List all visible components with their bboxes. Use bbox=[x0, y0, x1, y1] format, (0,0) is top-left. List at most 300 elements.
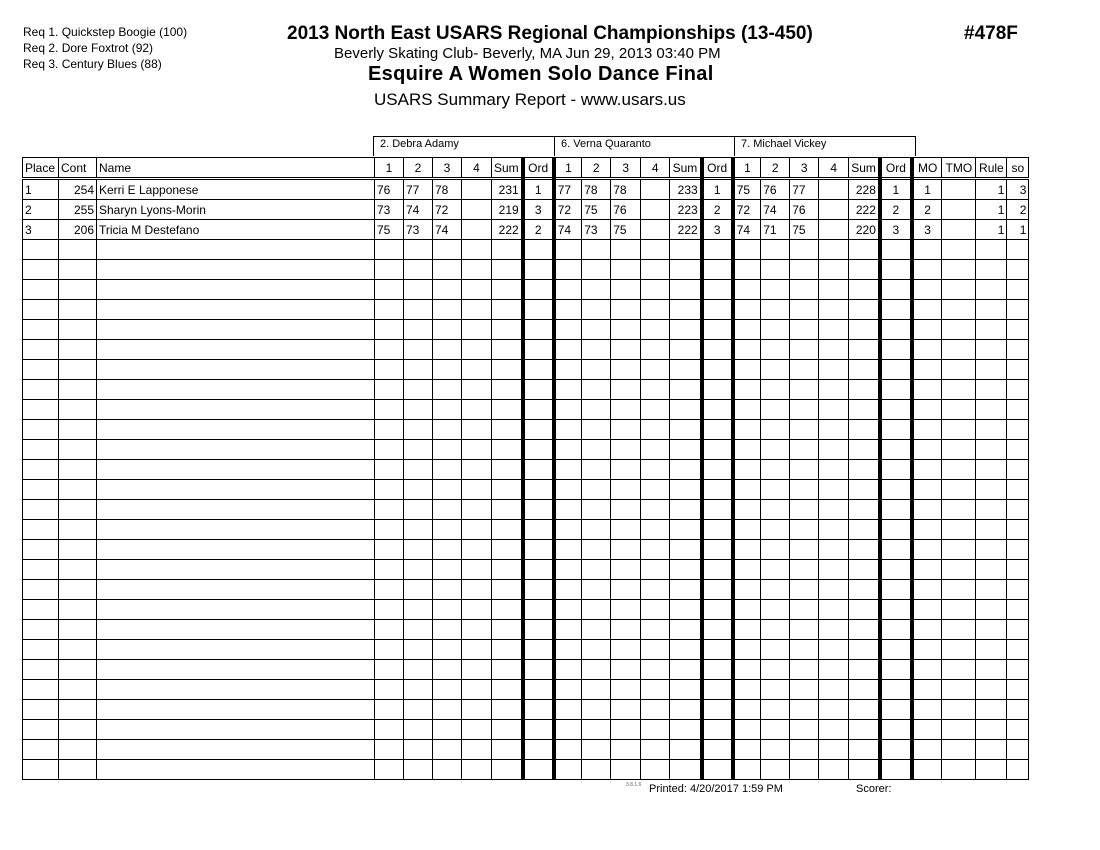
score-3-cell bbox=[433, 600, 462, 620]
score-2-cell: 74 bbox=[761, 200, 790, 220]
score-2-cell bbox=[404, 540, 433, 560]
place-cell bbox=[23, 480, 59, 500]
score-4-cell bbox=[641, 720, 670, 740]
ordinal-cell bbox=[702, 400, 733, 420]
score-4-cell bbox=[641, 760, 670, 780]
score-1-cell bbox=[733, 540, 761, 560]
rule-cell bbox=[976, 440, 1007, 460]
score-3-cell: 76 bbox=[790, 200, 819, 220]
score-2-cell bbox=[582, 460, 611, 480]
score-4-cell bbox=[819, 220, 849, 240]
score-1-cell bbox=[375, 400, 404, 420]
score-4-cell bbox=[462, 560, 492, 580]
score-2-cell bbox=[761, 300, 790, 320]
ordinal-cell bbox=[702, 280, 733, 300]
ordinal-cell bbox=[880, 520, 912, 540]
score-4-cell bbox=[641, 580, 670, 600]
mo-cell bbox=[912, 480, 942, 500]
score-1-cell bbox=[375, 760, 404, 780]
score-4-cell bbox=[819, 560, 849, 580]
score-4-cell bbox=[641, 480, 670, 500]
place-cell bbox=[23, 340, 59, 360]
mo-cell bbox=[912, 460, 942, 480]
score-4-cell bbox=[819, 420, 849, 440]
empty-row bbox=[23, 400, 1029, 420]
sum-cell bbox=[849, 320, 880, 340]
requirement-1: Req 1. Quickstep Boogie (100) bbox=[23, 25, 188, 39]
sum-cell bbox=[849, 360, 880, 380]
empty-row bbox=[23, 540, 1029, 560]
score-4-cell bbox=[462, 440, 492, 460]
score-2-cell: 76 bbox=[761, 179, 790, 200]
score-4-cell bbox=[819, 179, 849, 200]
score-4-cell bbox=[462, 179, 492, 200]
place-cell bbox=[23, 660, 59, 680]
mo-cell bbox=[912, 740, 942, 760]
cont-cell bbox=[59, 360, 97, 380]
rule-cell bbox=[976, 680, 1007, 700]
sum-cell bbox=[849, 540, 880, 560]
score-4-cell bbox=[641, 640, 670, 660]
score-1-cell: 77 bbox=[554, 179, 582, 200]
judge-header-2: 6. Verna Quaranto bbox=[554, 136, 735, 156]
score-1-cell bbox=[554, 480, 582, 500]
so-cell bbox=[1007, 480, 1029, 500]
place-cell bbox=[23, 260, 59, 280]
mo-cell bbox=[912, 500, 942, 520]
score-1-cell bbox=[554, 280, 582, 300]
so-cell bbox=[1007, 440, 1029, 460]
tmo-cell bbox=[942, 460, 976, 480]
score-2-cell bbox=[582, 660, 611, 680]
score-3-cell bbox=[433, 340, 462, 360]
sum-cell: 228 bbox=[849, 179, 880, 200]
score-2-cell bbox=[404, 660, 433, 680]
ordinal-cell bbox=[702, 580, 733, 600]
sum-cell bbox=[492, 280, 523, 300]
score-3-cell bbox=[790, 540, 819, 560]
mo-cell bbox=[912, 260, 942, 280]
so-cell bbox=[1007, 740, 1029, 760]
score-1-cell: 76 bbox=[375, 179, 404, 200]
sum-cell bbox=[849, 560, 880, 580]
score-3-cell bbox=[611, 420, 641, 440]
ordinal-cell bbox=[702, 460, 733, 480]
score-1-cell bbox=[733, 500, 761, 520]
score-2-cell: 78 bbox=[582, 179, 611, 200]
sum-cell bbox=[492, 600, 523, 620]
score-1-cell bbox=[554, 460, 582, 480]
score-3-cell bbox=[790, 460, 819, 480]
ordinal-cell bbox=[523, 700, 554, 720]
ordinal-cell: 3 bbox=[702, 220, 733, 240]
sum-cell bbox=[670, 500, 702, 520]
mo-cell bbox=[912, 640, 942, 660]
score-1-cell bbox=[375, 640, 404, 660]
score-1-cell bbox=[375, 740, 404, 760]
score-3-cell bbox=[433, 500, 462, 520]
col-name: Name bbox=[97, 158, 375, 179]
sum-cell: 222 bbox=[849, 200, 880, 220]
sum-cell bbox=[849, 340, 880, 360]
col-j3-4: 4 bbox=[819, 158, 849, 179]
ordinal-cell bbox=[523, 340, 554, 360]
score-3-cell bbox=[433, 660, 462, 680]
col-j1-1: 1 bbox=[375, 158, 404, 179]
score-1-cell bbox=[375, 580, 404, 600]
tmo-cell bbox=[942, 440, 976, 460]
score-1-cell bbox=[733, 240, 761, 260]
score-2-cell bbox=[404, 320, 433, 340]
score-4-cell bbox=[462, 320, 492, 340]
score-2-cell bbox=[404, 520, 433, 540]
ordinal-cell bbox=[880, 280, 912, 300]
score-1-cell bbox=[554, 520, 582, 540]
cont-cell bbox=[59, 340, 97, 360]
score-2-cell bbox=[761, 500, 790, 520]
ordinal-cell bbox=[702, 240, 733, 260]
judge-header-1: 2. Debra Adamy bbox=[373, 136, 555, 156]
score-3-cell bbox=[790, 480, 819, 500]
score-1-cell bbox=[375, 680, 404, 700]
rule-cell bbox=[976, 300, 1007, 320]
score-1-cell bbox=[375, 620, 404, 640]
mo-cell bbox=[912, 760, 942, 780]
score-1-cell bbox=[554, 420, 582, 440]
sum-cell bbox=[492, 540, 523, 560]
score-2-cell bbox=[582, 280, 611, 300]
score-2-cell bbox=[761, 360, 790, 380]
venue-datetime: Beverly Skating Club- Beverly, MA Jun 29, 2013 03:40 PM bbox=[334, 45, 721, 62]
sum-cell bbox=[670, 580, 702, 600]
sum-cell bbox=[849, 480, 880, 500]
ordinal-cell bbox=[702, 540, 733, 560]
so-cell bbox=[1007, 580, 1029, 600]
rule-cell bbox=[976, 760, 1007, 780]
rule-cell bbox=[976, 400, 1007, 420]
name-cell bbox=[97, 680, 375, 700]
score-4-cell bbox=[641, 280, 670, 300]
score-1-cell bbox=[554, 600, 582, 620]
name-cell bbox=[97, 760, 375, 780]
sum-cell bbox=[849, 740, 880, 760]
sum-cell bbox=[670, 700, 702, 720]
competition-title: 2013 North East USARS Regional Championships (13-450) bbox=[287, 23, 813, 44]
score-3-cell bbox=[790, 500, 819, 520]
sum-cell bbox=[670, 760, 702, 780]
score-3-cell bbox=[433, 700, 462, 720]
rule-cell bbox=[976, 640, 1007, 660]
score-2-cell bbox=[404, 560, 433, 580]
tmo-cell bbox=[942, 700, 976, 720]
cont-cell bbox=[59, 420, 97, 440]
sum-cell bbox=[849, 720, 880, 740]
score-1-cell bbox=[733, 460, 761, 480]
score-3-cell bbox=[611, 500, 641, 520]
score-2-cell: 71 bbox=[761, 220, 790, 240]
score-4-cell bbox=[462, 700, 492, 720]
score-4-cell bbox=[462, 760, 492, 780]
place-cell bbox=[23, 740, 59, 760]
name-cell bbox=[97, 500, 375, 520]
score-1-cell bbox=[554, 360, 582, 380]
name-cell: Kerri E Lapponese bbox=[97, 179, 375, 200]
tmo-cell bbox=[942, 380, 976, 400]
place-cell bbox=[23, 720, 59, 740]
sum-cell bbox=[492, 340, 523, 360]
mo-cell bbox=[912, 520, 942, 540]
cont-cell bbox=[59, 400, 97, 420]
score-2-cell bbox=[761, 520, 790, 540]
tmo-cell bbox=[942, 340, 976, 360]
col-place: Place bbox=[23, 158, 59, 179]
tmo-cell bbox=[942, 680, 976, 700]
score-4-cell bbox=[819, 340, 849, 360]
sum-cell bbox=[849, 500, 880, 520]
score-3-cell bbox=[611, 280, 641, 300]
ordinal-cell bbox=[880, 600, 912, 620]
rule-cell bbox=[976, 460, 1007, 480]
so-cell bbox=[1007, 300, 1029, 320]
sum-cell bbox=[670, 280, 702, 300]
ordinal-cell bbox=[702, 340, 733, 360]
score-2-cell: 73 bbox=[582, 220, 611, 240]
so-cell bbox=[1007, 720, 1029, 740]
col-j2-ord: Ord bbox=[702, 158, 733, 179]
cont-cell bbox=[59, 320, 97, 340]
ordinal-cell bbox=[702, 640, 733, 660]
score-1-cell: 75 bbox=[375, 220, 404, 240]
sum-cell bbox=[492, 720, 523, 740]
score-3-cell bbox=[611, 740, 641, 760]
ordinal-cell bbox=[702, 720, 733, 740]
rule-cell bbox=[976, 740, 1007, 760]
score-2-cell bbox=[404, 240, 433, 260]
score-4-cell bbox=[819, 380, 849, 400]
ordinal-cell bbox=[702, 560, 733, 580]
so-cell bbox=[1007, 600, 1029, 620]
score-3-cell bbox=[790, 740, 819, 760]
score-4-cell bbox=[462, 500, 492, 520]
sum-cell bbox=[492, 320, 523, 340]
score-3-cell bbox=[790, 760, 819, 780]
score-3-cell bbox=[433, 360, 462, 380]
sum-cell bbox=[849, 300, 880, 320]
score-4-cell bbox=[641, 620, 670, 640]
score-1-cell bbox=[733, 720, 761, 740]
tmo-cell bbox=[942, 620, 976, 640]
score-4-cell bbox=[819, 240, 849, 260]
score-3-cell bbox=[433, 480, 462, 500]
sum-cell bbox=[849, 580, 880, 600]
score-4-cell bbox=[819, 680, 849, 700]
score-2-cell bbox=[404, 600, 433, 620]
mo-cell bbox=[912, 360, 942, 380]
score-2-cell bbox=[582, 420, 611, 440]
rule-cell bbox=[976, 380, 1007, 400]
score-2-cell bbox=[404, 260, 433, 280]
ordinal-cell bbox=[702, 660, 733, 680]
so-cell bbox=[1007, 340, 1029, 360]
score-3-cell bbox=[433, 280, 462, 300]
result-row bbox=[23, 220, 1029, 240]
result-row bbox=[23, 179, 1029, 200]
score-1-cell bbox=[733, 440, 761, 460]
tmo-cell bbox=[942, 240, 976, 260]
score-1-cell bbox=[554, 440, 582, 460]
sum-cell bbox=[670, 380, 702, 400]
ordinal-cell bbox=[880, 540, 912, 560]
score-1-cell bbox=[554, 620, 582, 640]
sum-cell: 231 bbox=[492, 179, 523, 200]
score-2-cell bbox=[582, 600, 611, 620]
score-3-cell bbox=[790, 660, 819, 680]
event-number: #478F bbox=[964, 23, 1018, 44]
score-4-cell bbox=[819, 740, 849, 760]
score-3-cell bbox=[790, 520, 819, 540]
sum-cell bbox=[849, 520, 880, 540]
rule-cell bbox=[976, 500, 1007, 520]
ordinal-cell bbox=[523, 460, 554, 480]
score-4-cell bbox=[462, 540, 492, 560]
so-cell bbox=[1007, 380, 1029, 400]
score-3-cell bbox=[611, 720, 641, 740]
score-1-cell bbox=[554, 380, 582, 400]
empty-row bbox=[23, 240, 1029, 260]
sum-cell bbox=[492, 660, 523, 680]
so-cell bbox=[1007, 280, 1029, 300]
score-3-cell bbox=[433, 740, 462, 760]
score-4-cell bbox=[462, 340, 492, 360]
score-4-cell bbox=[641, 560, 670, 580]
mo-cell bbox=[912, 440, 942, 460]
ordinal-cell bbox=[702, 620, 733, 640]
score-1-cell bbox=[733, 580, 761, 600]
score-1-cell bbox=[733, 280, 761, 300]
score-1-cell bbox=[733, 340, 761, 360]
name-cell bbox=[97, 520, 375, 540]
rule-cell bbox=[976, 620, 1007, 640]
printed-timestamp: Printed: 4/20/2017 1:59 PM bbox=[649, 783, 783, 795]
empty-row bbox=[23, 500, 1029, 520]
score-4-cell bbox=[819, 440, 849, 460]
empty-row bbox=[23, 660, 1029, 680]
score-4-cell bbox=[819, 280, 849, 300]
sum-cell bbox=[492, 300, 523, 320]
score-4-cell bbox=[462, 380, 492, 400]
name-cell: Tricia M Destefano bbox=[97, 220, 375, 240]
ordinal-cell bbox=[523, 680, 554, 700]
score-2-cell bbox=[404, 760, 433, 780]
tmo-cell bbox=[942, 220, 976, 240]
name-cell bbox=[97, 700, 375, 720]
rule-cell bbox=[976, 580, 1007, 600]
score-2-cell bbox=[582, 680, 611, 700]
col-j1-ord: Ord bbox=[523, 158, 554, 179]
ordinal-cell bbox=[702, 760, 733, 780]
sum-cell bbox=[670, 480, 702, 500]
sum-cell bbox=[492, 620, 523, 640]
score-2-cell bbox=[761, 440, 790, 460]
score-2-cell bbox=[761, 380, 790, 400]
place-cell bbox=[23, 680, 59, 700]
so-cell bbox=[1007, 680, 1029, 700]
name-cell bbox=[97, 480, 375, 500]
score-1-cell: 74 bbox=[554, 220, 582, 240]
score-1-cell bbox=[554, 240, 582, 260]
score-1-cell bbox=[554, 740, 582, 760]
ordinal-cell: 3 bbox=[523, 200, 554, 220]
tmo-cell bbox=[942, 400, 976, 420]
score-3-cell bbox=[611, 600, 641, 620]
ordinal-cell bbox=[880, 360, 912, 380]
score-2-cell bbox=[761, 640, 790, 660]
so-cell bbox=[1007, 460, 1029, 480]
sum-cell bbox=[492, 260, 523, 280]
place-cell bbox=[23, 580, 59, 600]
col-mo: MO bbox=[912, 158, 942, 179]
score-1-cell bbox=[554, 580, 582, 600]
rule-cell bbox=[976, 560, 1007, 580]
ordinal-cell bbox=[702, 480, 733, 500]
score-3-cell bbox=[790, 680, 819, 700]
score-2-cell: 77 bbox=[404, 179, 433, 200]
tmo-cell bbox=[942, 740, 976, 760]
score-4-cell bbox=[462, 580, 492, 600]
score-3-cell bbox=[433, 460, 462, 480]
name-cell bbox=[97, 340, 375, 360]
ordinal-cell bbox=[702, 380, 733, 400]
sum-cell: 222 bbox=[670, 220, 702, 240]
ordinal-cell bbox=[880, 740, 912, 760]
score-4-cell bbox=[819, 620, 849, 640]
score-2-cell bbox=[404, 480, 433, 500]
sum-cell: 222 bbox=[492, 220, 523, 240]
score-2-cell bbox=[761, 680, 790, 700]
col-j2-3: 3 bbox=[611, 158, 641, 179]
score-4-cell bbox=[641, 240, 670, 260]
score-1-cell bbox=[554, 300, 582, 320]
place-cell bbox=[23, 760, 59, 780]
sum-cell bbox=[849, 700, 880, 720]
result-row bbox=[23, 200, 1029, 220]
sum-cell bbox=[670, 260, 702, 280]
score-3-cell bbox=[790, 260, 819, 280]
mo-cell bbox=[912, 700, 942, 720]
sum-cell bbox=[849, 280, 880, 300]
so-cell bbox=[1007, 320, 1029, 340]
tmo-cell bbox=[942, 300, 976, 320]
score-4-cell bbox=[819, 360, 849, 380]
sum-cell: 233 bbox=[670, 179, 702, 200]
score-1-cell bbox=[733, 320, 761, 340]
place-cell bbox=[23, 460, 59, 480]
score-4-cell bbox=[462, 620, 492, 640]
score-4-cell bbox=[819, 300, 849, 320]
score-1-cell bbox=[554, 680, 582, 700]
ordinal-cell bbox=[523, 600, 554, 620]
empty-row bbox=[23, 460, 1029, 480]
so-cell bbox=[1007, 420, 1029, 440]
ordinal-cell bbox=[880, 340, 912, 360]
sum-cell bbox=[849, 260, 880, 280]
score-3-cell bbox=[433, 620, 462, 640]
name-cell bbox=[97, 600, 375, 620]
ordinal-cell bbox=[880, 580, 912, 600]
ordinal-cell bbox=[523, 300, 554, 320]
rule-cell: 1 bbox=[976, 200, 1007, 220]
ordinal-cell bbox=[880, 300, 912, 320]
